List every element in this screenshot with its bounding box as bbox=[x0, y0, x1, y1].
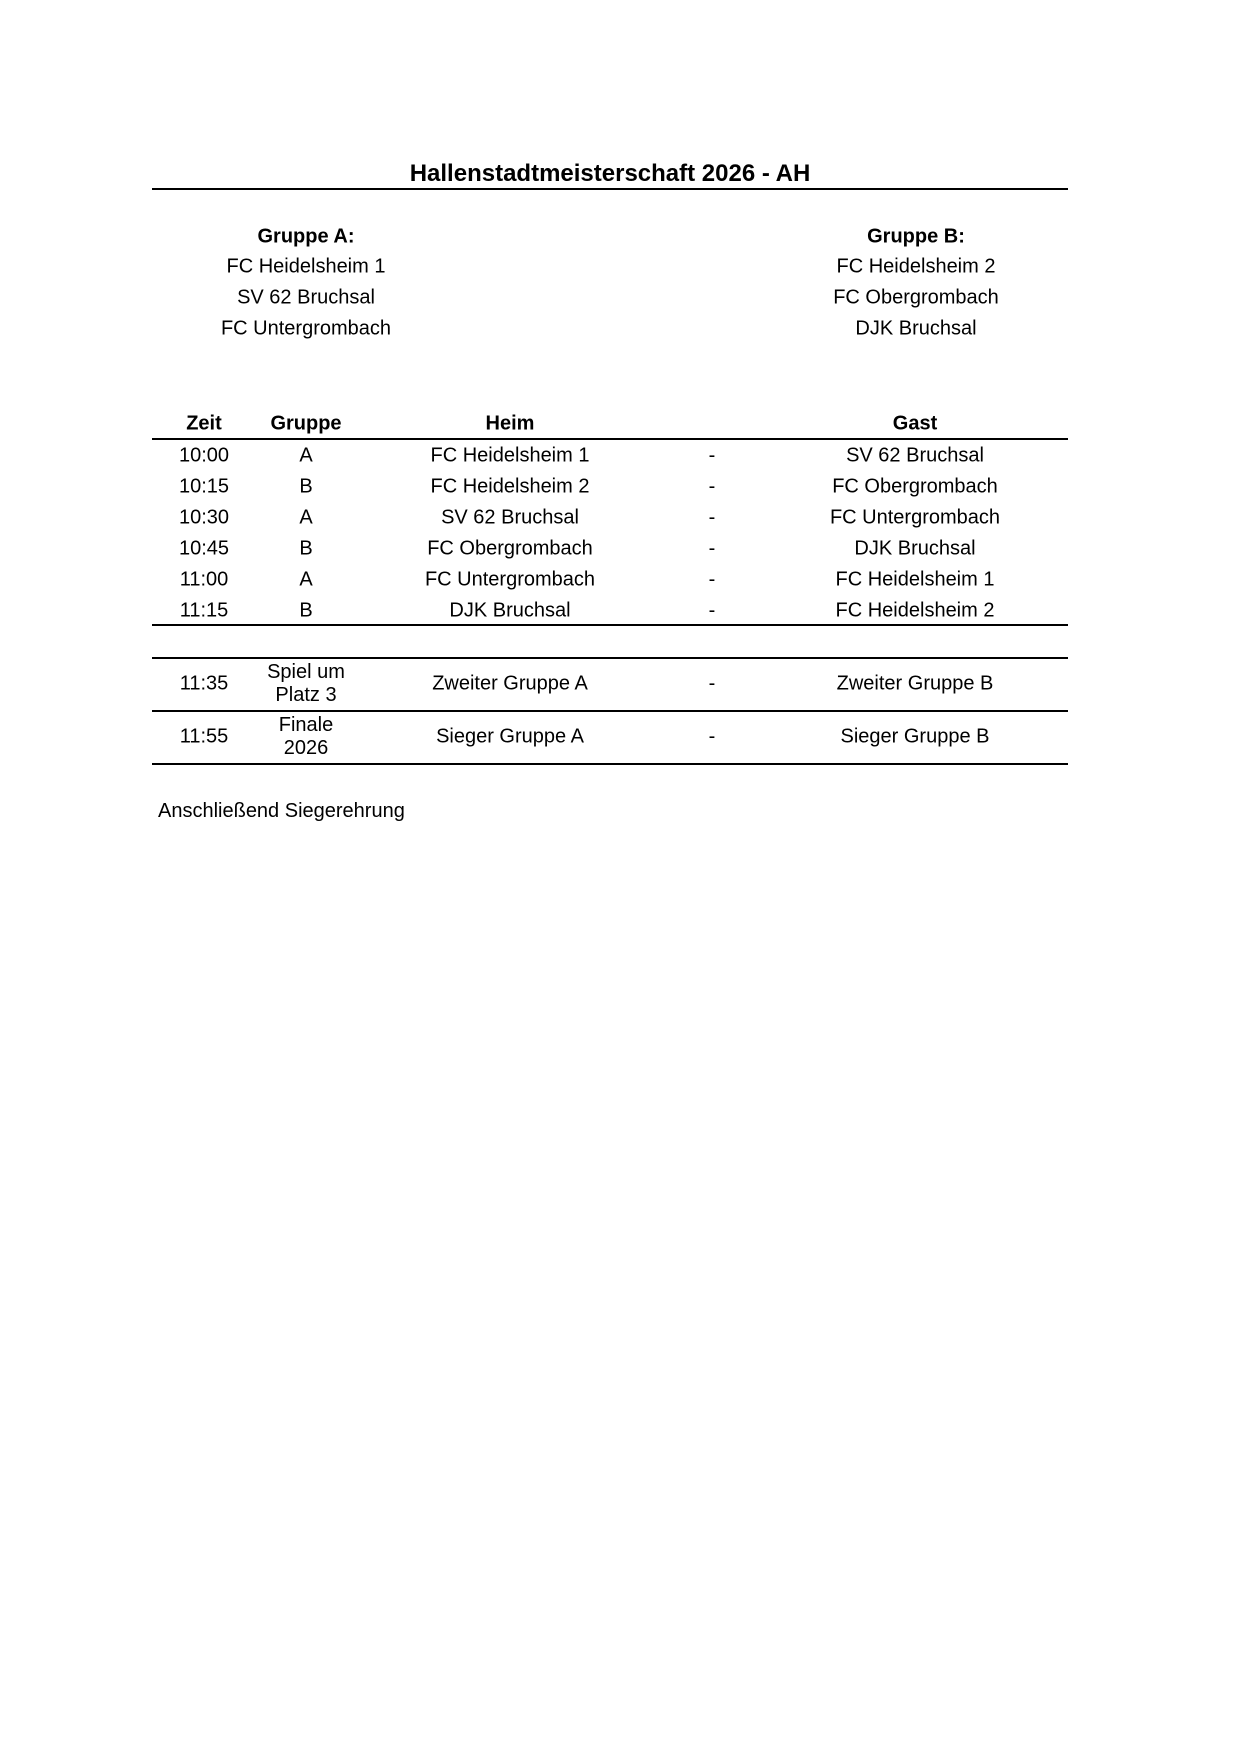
cell-gruppe: A bbox=[299, 568, 313, 591]
group-b-team: FC Heidelsheim 2 bbox=[836, 255, 996, 278]
header-gast: Gast bbox=[892, 412, 938, 435]
cell-sep: - bbox=[708, 568, 716, 591]
footer-note: Anschließend Siegerehrung bbox=[158, 800, 405, 822]
finals-middle-divider bbox=[152, 710, 1068, 712]
cell-zeit: 10:00 bbox=[178, 444, 230, 467]
cell-zeit: 10:45 bbox=[178, 537, 230, 560]
cell-sep: - bbox=[708, 725, 716, 748]
cell-sep: - bbox=[708, 599, 716, 622]
cell-gast: FC Heidelsheim 1 bbox=[835, 568, 995, 591]
group-a-team: FC Heidelsheim 1 bbox=[226, 255, 386, 278]
cell-gast: FC Obergrombach bbox=[832, 475, 998, 498]
cell-heim: SV 62 Bruchsal bbox=[441, 506, 579, 529]
cell-heim: FC Obergrombach bbox=[427, 537, 593, 560]
cell-heim: FC Heidelsheim 2 bbox=[430, 475, 590, 498]
cell-gast: Sieger Gruppe B bbox=[840, 725, 990, 748]
cell-zeit: 10:15 bbox=[178, 475, 230, 498]
cell-zeit: 11:55 bbox=[179, 725, 229, 748]
cell-heim: DJK Bruchsal bbox=[449, 599, 571, 622]
cell-zeit: 11:35 bbox=[179, 672, 229, 695]
group-b-team: DJK Bruchsal bbox=[855, 317, 977, 340]
group-b-team: FC Obergrombach bbox=[833, 286, 999, 309]
cell-heim: Zweiter Gruppe A bbox=[432, 672, 588, 695]
group-stage-divider bbox=[152, 624, 1068, 626]
group-a-heading: Gruppe A: bbox=[257, 225, 355, 248]
cell-sep: - bbox=[708, 537, 716, 560]
title-underline bbox=[152, 188, 1068, 190]
cell-gruppe bbox=[279, 714, 333, 760]
cell-gast: FC Untergrombach bbox=[829, 506, 1001, 529]
group-a-team: SV 62 Bruchsal bbox=[237, 286, 375, 309]
cell-gruppe: B bbox=[299, 599, 313, 622]
cell-sep: - bbox=[708, 444, 716, 467]
finals-top-divider bbox=[152, 657, 1068, 659]
cell-heim: FC Untergrombach bbox=[424, 568, 596, 591]
cell-sep: - bbox=[708, 506, 716, 529]
cell-heim: FC Heidelsheim 1 bbox=[430, 444, 590, 467]
header-heim: Heim bbox=[485, 412, 535, 435]
cell-gruppe-line1: Finale bbox=[278, 714, 334, 736]
cell-gruppe: A bbox=[299, 444, 313, 467]
cell-gruppe-line2: 2026 bbox=[283, 737, 329, 759]
cell-zeit: 11:15 bbox=[179, 599, 229, 622]
header-gruppe: Gruppe bbox=[270, 412, 342, 435]
cell-gruppe-line2: Platz 3 bbox=[275, 684, 337, 706]
finals-bottom-divider bbox=[152, 763, 1068, 765]
page-title: Hallenstadtmeisterschaft 2026 - AH bbox=[409, 160, 811, 187]
cell-gruppe: A bbox=[299, 506, 313, 529]
cell-zeit: 11:00 bbox=[179, 568, 229, 591]
cell-heim: Sieger Gruppe A bbox=[436, 725, 584, 748]
cell-gruppe bbox=[267, 661, 345, 707]
cell-gast: Zweiter Gruppe B bbox=[836, 672, 994, 695]
cell-sep: - bbox=[708, 672, 716, 695]
cell-zeit: 10:30 bbox=[178, 506, 230, 529]
group-b-heading: Gruppe B: bbox=[867, 225, 965, 248]
cell-gast: FC Heidelsheim 2 bbox=[835, 599, 995, 622]
cell-gruppe: B bbox=[299, 537, 313, 560]
cell-sep: - bbox=[708, 475, 716, 498]
cell-gast: DJK Bruchsal bbox=[854, 537, 976, 560]
cell-gruppe-line1: Spiel um bbox=[267, 661, 345, 683]
cell-gast: SV 62 Bruchsal bbox=[846, 444, 984, 467]
header-zeit: Zeit bbox=[186, 412, 222, 435]
cell-gruppe: B bbox=[299, 475, 313, 498]
header-divider bbox=[152, 438, 1068, 440]
group-a-team: FC Untergrombach bbox=[220, 317, 392, 340]
